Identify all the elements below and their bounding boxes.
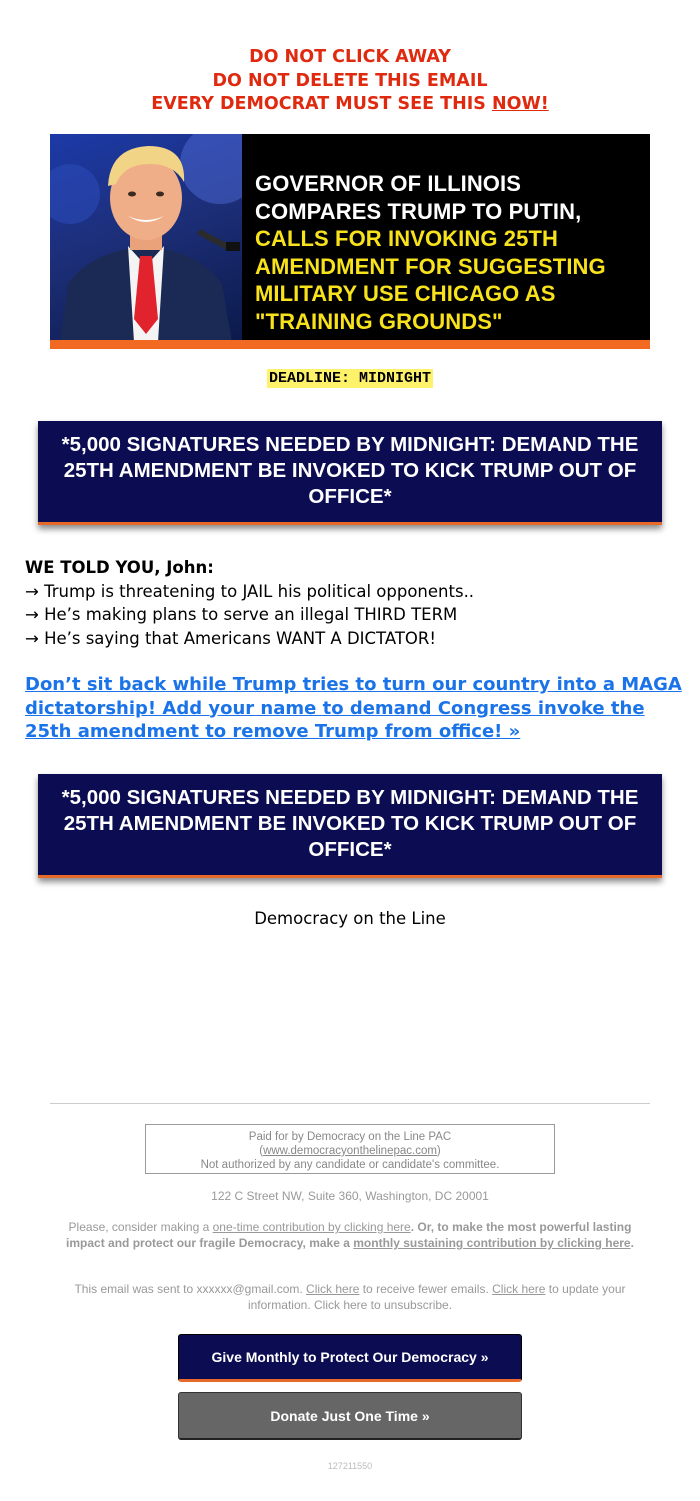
add-your-name-link[interactable]: Don’t sit back while Trump tries to turn our country into a MAGA dictatorship! Add your name to demand Congress invoke the 25th amendment to remove Trump from office! » <box>25 674 682 742</box>
hero-headline <box>255 170 645 335</box>
consider-prefix: Please, consider making a <box>68 1220 213 1234</box>
told-you-item: → He’s saying that Americans WANT A DICTATOR! <box>25 628 437 648</box>
alert-line-3 <box>0 93 700 117</box>
one-time-contribution-link[interactable]: one-time contribution by clicking here <box>212 1220 411 1234</box>
pac-website-link[interactable]: www.democracyonthelinepac.com <box>263 1145 437 1157</box>
update-info-link[interactable]: Click here <box>492 1282 546 1296</box>
give-monthly-button[interactable]: Give Monthly to Protect Our Democracy » <box>178 1334 522 1382</box>
deadline-text: DEADLINE: MIDNIGHT <box>268 370 432 387</box>
petition-button-top[interactable]: *5,000 SIGNATURES NEEDED BY MIDNIGHT: DEMAND THE 25TH AMENDMENT BE INVOKED TO KICK TRUMP OUT OF OFFICE* <box>38 421 662 525</box>
hero-orange-stripe <box>50 340 650 349</box>
sent-end: to update your information. Click here to unsubscribe. <box>247 1282 626 1312</box>
alert-line-3-text: EVERY DEMOCRAT MUST SEE THIS <box>151 94 492 114</box>
consider-end: . <box>630 1236 634 1250</box>
footer-divider <box>50 1103 650 1104</box>
told-you-item: → Trump is threatening to JAIL his political opponents.. <box>25 581 475 601</box>
paid-for-disclaimer <box>145 1124 555 1174</box>
hero-headline-white: GOVERNOR OF ILLINOIS COMPARES TRUMP TO PUTIN, <box>255 171 582 224</box>
trump-photo <box>50 134 242 342</box>
deadline-notice <box>0 367 700 387</box>
mailing-address: 122 C Street NW, Suite 360, Washington, DC 20001 <box>211 1189 489 1203</box>
alert-line-1: DO NOT CLICK AWAY <box>249 47 451 67</box>
told-you-lead: WE TOLD YOU, John: <box>25 558 214 577</box>
email-code: 127211550 <box>327 1461 373 1471</box>
email-sent-notice <box>60 1281 640 1313</box>
petition-button-bottom[interactable]: *5,000 SIGNATURES NEEDED BY MIDNIGHT: DEMAND THE 25TH AMENDMENT BE INVOKED TO KICK TRUMP OUT OF OFFICE* <box>38 774 662 878</box>
alert-line-2: DO NOT DELETE THIS EMAIL <box>212 70 488 91</box>
paid-for-url-line: (www.democracyonthelinepac.com) <box>259 1145 441 1157</box>
hero-banner[interactable] <box>50 134 650 349</box>
signoff: Democracy on the Line <box>254 909 446 928</box>
trump-photo-illustration <box>50 134 242 342</box>
not-authorized-line: Not authorized by any candidate or candidate's committee. <box>200 1159 500 1171</box>
fewer-emails-link[interactable]: Click here <box>306 1282 360 1296</box>
monthly-contribution-link[interactable]: monthly sustaining contribution by clicking here <box>353 1236 631 1250</box>
paid-for-line: Paid for by Democracy on the Line PAC <box>248 1131 452 1143</box>
told-you-item: → He’s making plans to serve an illegal THIRD TERM <box>25 605 458 624</box>
contribution-appeal <box>60 1219 640 1251</box>
alert-header <box>0 46 700 117</box>
told-you-section <box>25 556 685 650</box>
hero-headline-yellow: CALLS FOR INVOKING 25TH AMENDMENT FOR SUGGESTING MILITARY USE CHICAGO AS "TRAINING GROUNDS" <box>255 226 606 334</box>
sent-middle: to receive fewer emails. <box>359 1282 493 1296</box>
donate-one-time-button[interactable]: Donate Just One Time » <box>178 1392 522 1440</box>
now-link[interactable]: NOW! <box>491 94 549 114</box>
sent-prefix: This email was sent to xxxxxx@gmail.com. <box>74 1282 307 1296</box>
consider-middle: . Or, to make the most powerful lasting impact and protect our fragile Democracy, make a <box>66 1220 632 1250</box>
